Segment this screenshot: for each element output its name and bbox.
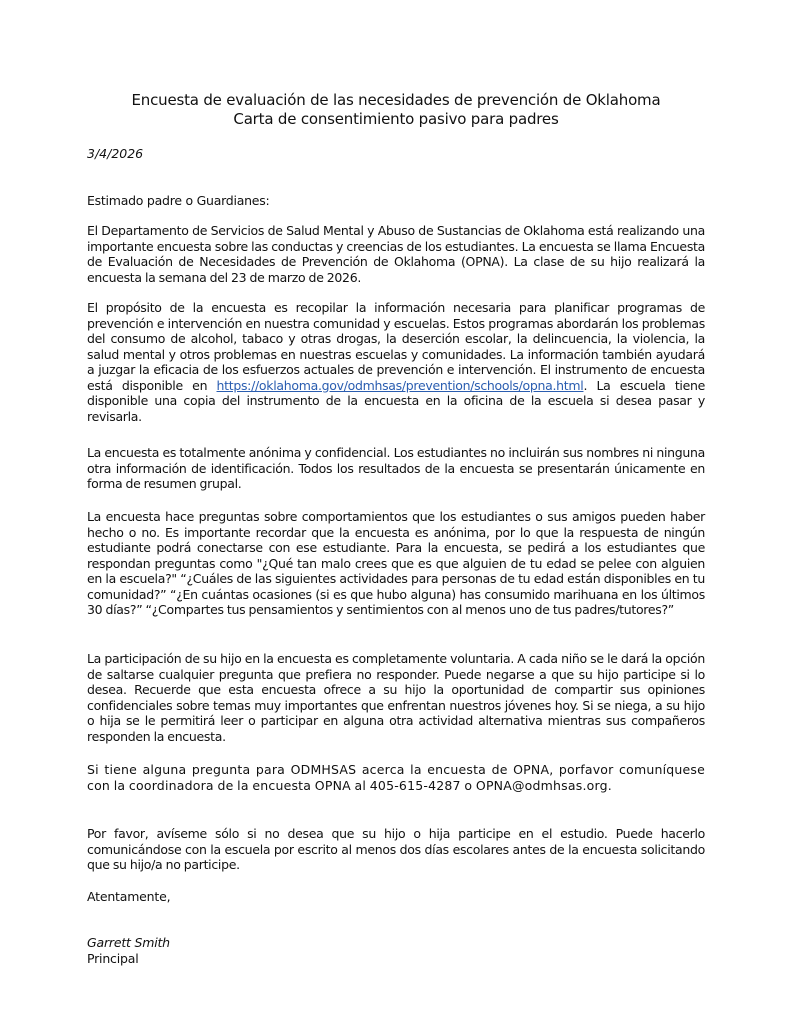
paragraph-opt-out: Por favor, avíseme sólo si no desea que su hijo o hija participe en el estudio. Puede hacerlo comunicándose con la escuela por escrito al menos dos días escolares antes de la encuesta solicitando que su hijo/a no participe. <box>87 826 705 872</box>
greeting: Estimado padre o Guardianes: <box>87 193 270 208</box>
title-line-2: Carta de consentimiento pasivo para padres <box>233 110 559 128</box>
letter-title <box>87 91 705 129</box>
purpose-text: El propósito de la encuesta es recopilar la información necesaria para planificar programas de prevención e intervención en nuestra comunidad y escuelas. Estos programas abordarán los problemas del consumo de alcohol, tabaco y otras drogas, la deserción escolar, la delincuencia, la violencia, la salud mental y otros problemas en nuestras escuelas y comunidades. La información también ayudará a juzgar la eficacia de los esfuerzos actuales de prevención e intervención. El instrumento de encuesta está disponible en <box>87 300 705 393</box>
letter-date: 3/4/2026 <box>87 146 144 161</box>
paragraph-voluntary-participation: La participación de su hijo en la encuesta es completamente voluntaria. A cada niño se le dará la opción de saltarse cualquier pregunta que prefiera no responder. Puede negarse a que su hijo participe si lo desea. Recuerde que esta encuesta ofrece a su hijo la oportunidad de compartir sus opiniones confidenciales sobre temas muy importantes que enfrentan nuestros jóvenes hoy. Si se niega, a su hijo o hija se le permitirá leer o participar en alguna otra actividad alternativa mientras sus compañeros responden la encuesta. <box>87 651 705 744</box>
title-line-1: Encuesta de evaluación de las necesidades de prevención de Oklahoma <box>131 91 661 109</box>
survey-instrument-link[interactable]: https://oklahoma.gov/odmhsas/prevention/schools/opna.html <box>216 377 584 393</box>
paragraph-survey-purpose <box>87 300 705 424</box>
paragraph-anonymity: La encuesta es totalmente anónima y confidencial. Los estudiantes no incluirán sus nombres ni ninguna otra información de identificación. Todos los resultados de la encuesta se presentarán únicamente en forma de resumen grupal. <box>87 445 705 491</box>
signer-title: Principal <box>87 951 139 966</box>
signer-name: Garrett Smith <box>87 935 170 950</box>
paragraph-contact-info: Si tiene alguna pregunta para ODMHSAS acerca la encuesta de OPNA, porfavor comuníquese con la coordinadora de la encuesta OPNA al 405-615-4287 o OPNA@odmhsas.org. <box>87 762 705 793</box>
purpose-text-after-link: . La escuela tiene disponible una copia del instrumento de la encuesta en la oficina de la escuela si desea pasar y revisarla. <box>87 377 705 424</box>
paragraph-survey-intro: El Departamento de Servicios de Salud Mental y Abuso de Sustancias de Oklahoma está realizando una importante encuesta sobre las conductas y creencias de los estudiantes. La encuesta se llama Encuesta de Evaluación de Necesidades de Prevención de Oklahoma (OPNA). La clase de su hijo realizará la encuesta la semana del 23 de marzo de 2026. <box>87 223 705 285</box>
paragraph-sample-questions: La encuesta hace preguntas sobre comportamientos que los estudiantes o sus amigos pueden haber hecho o no. Es importante recordar que la encuesta es anónima, por lo que la respuesta de ningún estudiante podrá conectarse con ese estudiante. Para la encuesta, se pedirá a los estudiantes que respondan preguntas como "¿Qué tan malo crees que es que alguien de tu edad se pelee con alguien en la escuela?" “¿Cuáles de las siguientes actividades para personas de tu edad están disponibles en tu comunidad?” “¿En cuántas ocasiones (si es que hubo alguna) has consumido marihuana en los últimos 30 días?” “¿Compartes tus pensamientos y sentimientos con al menos uno de tus padres/tutores?” <box>87 509 705 617</box>
closing: Atentamente, <box>87 889 171 904</box>
